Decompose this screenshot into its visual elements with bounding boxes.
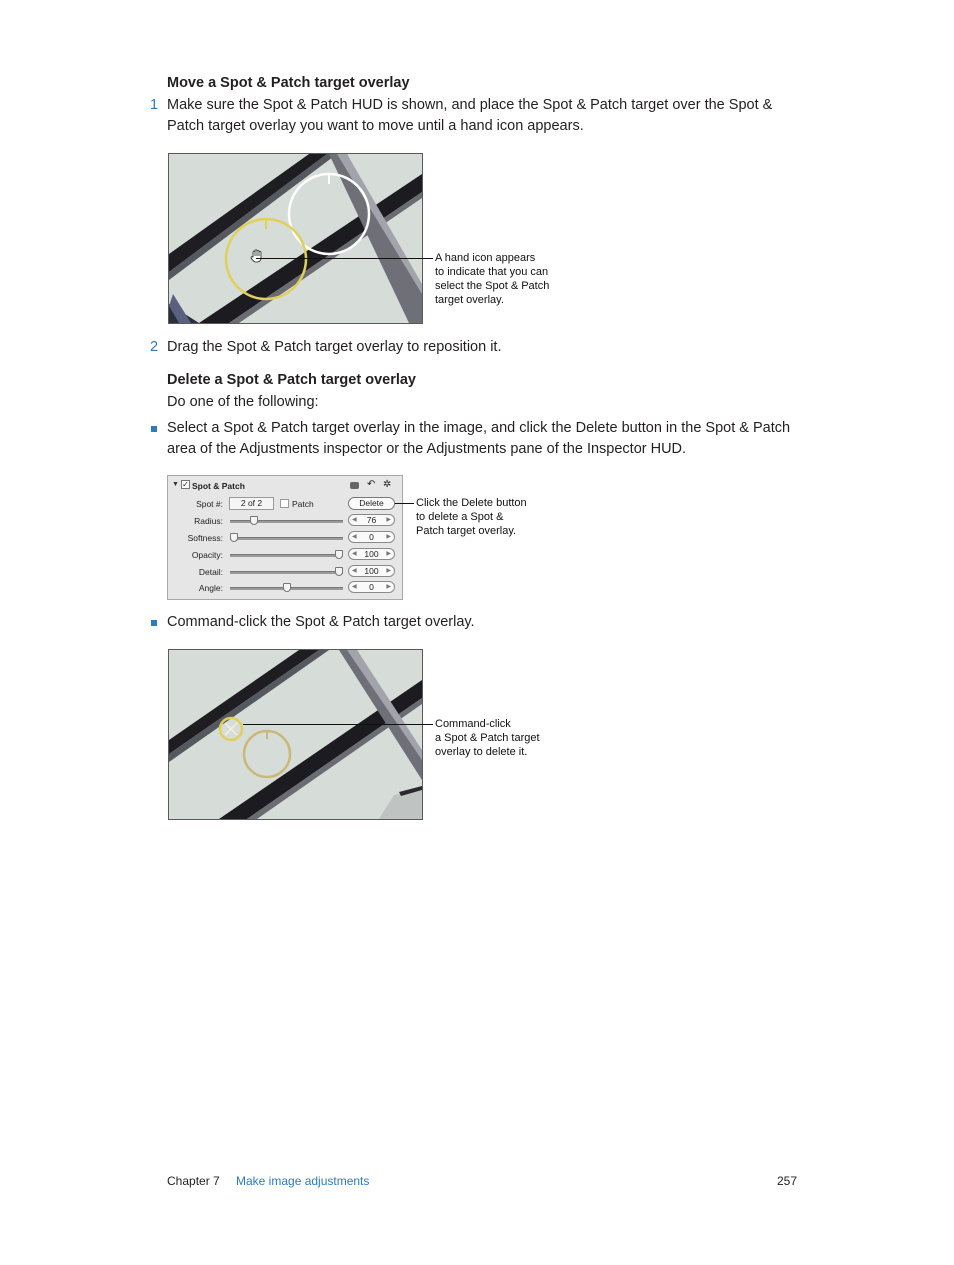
stepper-value: 0: [369, 532, 374, 542]
patch-label: Patch: [292, 499, 314, 509]
slider-label: Softness:: [187, 533, 223, 543]
spot-number-label: Spot #:: [196, 499, 223, 509]
value-stepper[interactable]: ◀ 100 ▶: [348, 565, 395, 577]
toggle-icon[interactable]: [350, 482, 359, 489]
gear-icon[interactable]: ✲: [383, 479, 392, 490]
callout-line: Command-click: [435, 718, 511, 730]
section-intro: Do one of the following:: [167, 394, 319, 410]
callout-leader-line: [243, 724, 433, 725]
slider-row-angle: [168, 581, 402, 595]
section-heading-move: Move a Spot & Patch target overlay: [167, 75, 410, 91]
stepper-value: 0: [369, 582, 374, 592]
callout-line: to indicate that you can: [435, 266, 549, 278]
step-2-text: Drag the Spot & Patch target overlay to reposition it.: [167, 339, 502, 355]
delete-button-callout: [416, 496, 527, 538]
command-click-callout: [435, 717, 540, 759]
slider-track[interactable]: [230, 520, 343, 523]
command-click-photo: [169, 650, 422, 819]
slider-thumb[interactable]: [250, 516, 258, 525]
slider-thumb[interactable]: [335, 567, 343, 576]
slider-row-detail: [168, 565, 402, 579]
slider-track[interactable]: [230, 587, 343, 590]
slider-label: Detail:: [198, 567, 223, 577]
step-1-line-1: Make sure the Spot & Patch HUD is shown, and place the Spot & Patch target over the Spot &: [167, 97, 773, 113]
hand-icon-photo: [169, 154, 422, 323]
hand-icon-figure: [168, 153, 423, 324]
callout-line: target overlay.: [435, 294, 504, 306]
step-number-1: 1: [150, 97, 159, 113]
hand-icon-callout: [435, 251, 549, 307]
section-heading-delete: Delete a Spot & Patch target overlay: [167, 372, 416, 388]
stepper-value: 100: [364, 549, 379, 559]
slider-thumb[interactable]: [335, 550, 343, 559]
hud-title: Spot & Patch: [192, 481, 245, 491]
callout-leader-line: [256, 258, 433, 259]
stepper-value: 76: [366, 515, 377, 525]
stepper-value: 100: [364, 566, 379, 576]
bullet-2-text: Command-click the Spot & Patch target overlay.: [167, 614, 475, 630]
callout-line: Patch target overlay.: [416, 525, 517, 537]
step-number-2: 2: [150, 339, 159, 355]
bullet-1-line-1: Select a Spot & Patch target overlay in the image, and click the Delete button in the Spot & Patch: [167, 420, 791, 436]
bullet-1-line-2: area of the Adjustments inspector or the Adjustments pane of the Inspector HUD.: [167, 441, 687, 457]
callout-line: Click the Delete button: [416, 497, 527, 509]
bullet-marker: [151, 620, 157, 626]
slider-row-softness: [168, 531, 402, 545]
footer-chapter-link[interactable]: Make image adjustments: [236, 1174, 370, 1188]
callout-line: A hand icon appears: [435, 252, 536, 264]
slider-row-opacity: [168, 548, 402, 562]
value-stepper[interactable]: ◀ 0 ▶: [348, 581, 395, 593]
slider-track[interactable]: [230, 537, 343, 540]
callout-line: select the Spot & Patch: [435, 280, 550, 292]
footer-chapter: Chapter 7: [167, 1174, 220, 1188]
spot-number-value: 2 of 2: [229, 497, 274, 510]
callout-line: a Spot & Patch target: [435, 732, 540, 744]
step-1-text: [167, 95, 807, 137]
bullet-1-text: [167, 418, 817, 460]
slider-row-radius: [168, 514, 402, 528]
delete-button[interactable]: Delete: [348, 497, 395, 510]
disclosure-triangle-icon[interactable]: ▼: [172, 481, 179, 488]
slider-label: Opacity:: [191, 550, 223, 560]
patch-checkbox[interactable]: [280, 499, 289, 508]
slider-track[interactable]: [230, 554, 343, 557]
slider-track[interactable]: [230, 571, 343, 574]
step-1-line-2: Patch target overlay you want to move until a hand icon appears.: [167, 118, 584, 134]
callout-line: to delete a Spot &: [416, 511, 504, 523]
value-stepper[interactable]: ◀ 76 ▶: [348, 514, 395, 526]
page-number: 257: [777, 1174, 798, 1188]
value-stepper[interactable]: ◀ 0 ▶: [348, 531, 395, 543]
slider-label: Radius:: [194, 516, 223, 526]
hud-callout-leader: [395, 503, 414, 504]
value-stepper[interactable]: ◀ 100 ▶: [348, 548, 395, 560]
reset-icon[interactable]: ↶: [367, 479, 376, 490]
spot-number-row: [168, 497, 402, 511]
slider-thumb[interactable]: [230, 533, 238, 542]
slider-label: Angle:: [198, 583, 223, 593]
callout-line: overlay to delete it.: [435, 746, 528, 758]
enable-checkbox[interactable]: ✓: [182, 480, 189, 489]
slider-thumb[interactable]: [283, 583, 291, 592]
spot-patch-hud: [167, 475, 403, 600]
command-click-figure: [168, 649, 423, 820]
bullet-marker: [151, 426, 157, 432]
